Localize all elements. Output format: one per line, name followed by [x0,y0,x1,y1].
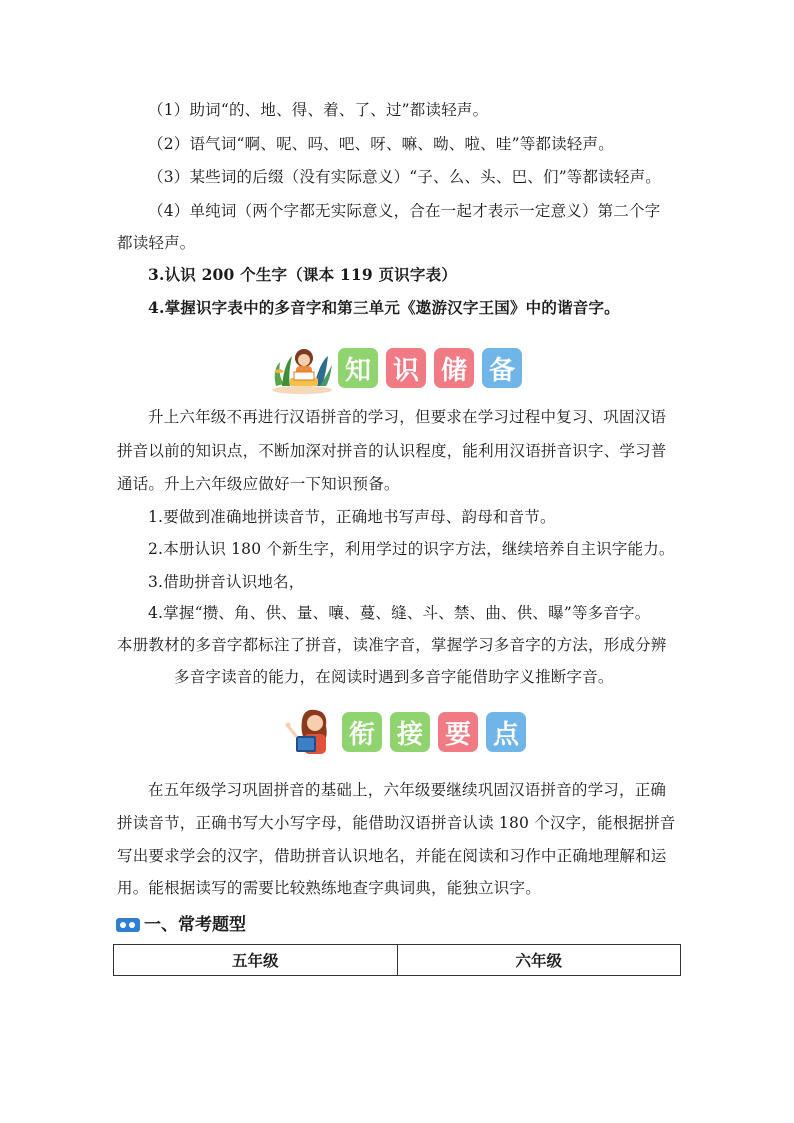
title-char-1: 知 [338,348,378,388]
reading-girl-icon [270,342,334,394]
bridge-para-1: 在五年级学习巩固拼音的基础上，六年级要继续巩固汉语拼音的学习，正确 [148,781,667,799]
knowledge-item-4-line-1: 4.掌握“攒、角、供、量、嚷、蔓、缝、斗、禁、曲、供、曝”等多音字。 [148,604,651,622]
title-char-4: 点 [486,712,526,752]
knowledge-item-3: 3.借助拼音认识地名， [148,573,305,591]
rule-4-line-2: 都读轻声。 [117,234,196,252]
point-4: 4.掌握识字表中的多音字和第三单元《遨游汉字王国》中的谐音字。 [148,298,620,317]
link-icon [116,918,140,932]
bridge-banner [0,706,794,762]
title-char-2: 识 [386,348,426,388]
bridge-para-4: 用。能根据读写的需要比较熟练地查字典词典，能独立识字。 [117,879,541,897]
bridge-para-3: 写出要求学会的汉字，借助拼音认识地名，并能在阅读和习作中正确地理解和运 [117,847,667,865]
knowledge-para-2: 拼音以前的知识点，不断加深对拼音的认识程度，能利用汉语拼音识字、学习普 [117,442,667,460]
title-char-2: 接 [390,712,430,752]
rule-4-line-1: （4）单纯词（两个字都无实际意义，合在一起才表示一定意义）第二个字 [148,202,661,220]
title-char-3: 要 [438,712,478,752]
rule-2: （2）语气词“啊、呢、吗、吧、呀、嘛、呦、啦、哇”等都读轻声。 [148,135,614,153]
rule-3: （3）某些词的后缀（没有实际意义）“子、么、头、巴、们”等都读轻声。 [148,168,662,186]
header-grade-5: 五年级 [114,945,398,976]
knowledge-banner [0,342,794,398]
table-header-row [114,945,681,976]
bridge-para-2: 拼读音节，正确书写大小写字母，能借助汉语拼音认读 180 个汉字，能根据拼音 [117,814,676,832]
teacher-icon [284,706,340,758]
knowledge-item-4-line-2: 本册教材的多音字都标注了拼音，读准字音，掌握学习多音字的方法，形成分辨 [117,636,667,654]
knowledge-item-1: 1.要做到准确地拼读音节，正确地书写声母、韵母和音节。 [148,508,556,526]
knowledge-title [338,348,530,388]
rule-1: （1）助词“的、地、得、着、了、过”都读轻声。 [148,101,489,119]
section-title: 一、常考题型 [144,915,246,935]
bridge-title [342,712,534,752]
knowledge-para-1: 升上六年级不再进行汉语拼音的学习，但要求在学习过程中复习、巩固汉语 [148,408,667,426]
header-grade-6: 六年级 [397,945,681,976]
knowledge-item-4-line-3: 多音字读音的能力，在阅读时遇到多音字能借助字义推断字音。 [174,668,614,686]
knowledge-item-2: 2.本册认识 180 个新生字，利用学过的识字方法，继续培养自主识字能力。 [148,540,675,558]
point-3: 3.认识 200 个生字（课本 119 页识字表） [148,265,457,284]
grade-table [113,944,681,976]
title-char-3: 储 [434,348,474,388]
section-heading [116,913,246,937]
knowledge-para-3: 通话。升上六年级应做好一下知识预备。 [117,475,400,493]
title-char-1: 衔 [342,712,382,752]
title-char-4: 备 [482,348,522,388]
